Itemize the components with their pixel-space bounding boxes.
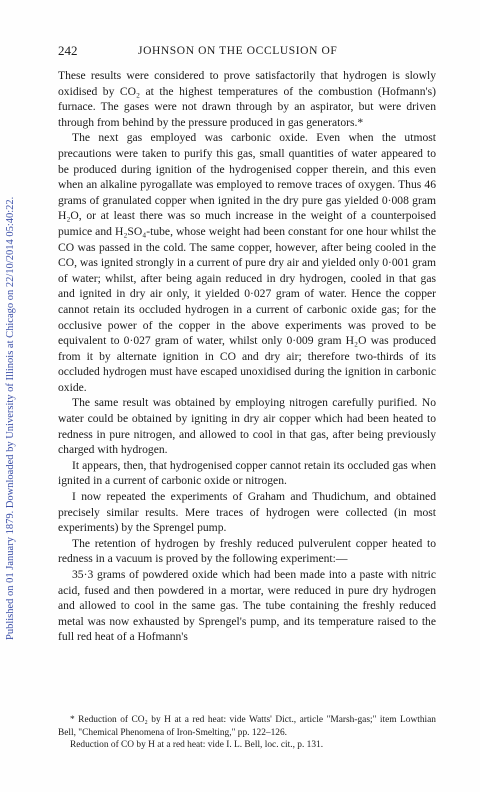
paragraph-2: The next gas employed was carbonic oxide. Even when the utmost precautions were taken to purify this gas, small quantities of water appeared to be produced during ignition of the hydrogenised copper therein, and this even when an alkaline pyrogallate was employed to remove traces of oxygen. Thus 46 grams of granulated copper when ignited in the dry pure gas yielded 0·008 gram H₂O, or at least there was so much increase in the weight of a counterpoised pumice and H₂SO₄-tube, whose weight had been constant for one hour whilst the CO was passed in the cold. The same copper, however, after being cooled in the CO, was ignited strongly in a current of pure dry air and yielded only 0·001 gram of water; whilst, after being again reduced in dry hydrogen, cooled in that gas and ignited in dry air only, it yielded 0·027 gram of water. Hence the copper cannot retain its occluded hydrogen in a current of carbonic oxide gas; for the occlusive power of the copper in the above experiments was proved to be equivalent to 0·027 gram of water, whilst only 0·009 gram H₂O was produced from it by alternate ignition in CO and dry air; therefore two-thirds of its occluded hydrogen must have escaped unoxidised during the ignition in carbonic oxide. (58, 131, 436, 394)
body-text (58, 68, 436, 645)
paragraph-1: These results were considered to prove satisfactorily that hydrogen is slowly oxidised by CO₂ at the highest temperatures of the combustion (Hofmann's) furnace. The gases were not drawn through by an aspirator, but were driven through from behind by the pressure produced in gas generators.* (58, 69, 436, 129)
paragraph-7: 35·3 grams of powdered oxide which had been made into a paste with nitric acid, fused and then powdered in a mortar, were reduced in pure dry hydrogen and allowed to cool in the same gas. The tube containing the freshly reduced metal was now exhausted by Sprengel's pump, and its temperature raised to the full red heat of a Hofmann's (58, 568, 436, 644)
paragraph-4: It appears, then, that hydrogenised copper cannot retain its occluded gas when ignited in a current of carbonic oxide or nitrogen. (58, 458, 436, 488)
footnotes (58, 714, 436, 752)
paragraph-5: I now repeated the experiments of Graham and Thudichum, and obtained precisely similar results. Mere traces of hydrogen were collected (in most experiments) by the Sprengel pump. (58, 490, 436, 535)
running-title: JOHNSON ON THE OCCLUSION OF (138, 45, 338, 57)
paragraph-3: The same result was obtained by employing nitrogen carefully purified. No water could be obtained by igniting in dry air copper which had been heated to redness in pure nitrogen, and allowed to cool in that gas, after being previously charged with hydrogen. (58, 396, 436, 457)
publication-stamp: Published on 01 January 1879. Downloaded by University of Illinois at Chicago on 22/10/2014 05:40:22. (5, 196, 16, 640)
paragraph-6: The retention of hydrogen by freshly reduced pulverulent copper heated to redness in a vacuum is proved by the following experiment:— (58, 536, 436, 566)
footnote-1: * Reduction of CO₂ by H at a red heat: vide Watts' Dict., article "Marsh-gas;" item Lowthian Bell, "Chemical Phenomena of Iron-Smelting," pp. 122–126. (58, 715, 436, 738)
page-header (58, 43, 434, 59)
footnote-2: Reduction of CO by H at a red heat: vide I. L. Bell, loc. cit., p. 131. (70, 740, 324, 750)
page-number: 242 (58, 43, 78, 58)
